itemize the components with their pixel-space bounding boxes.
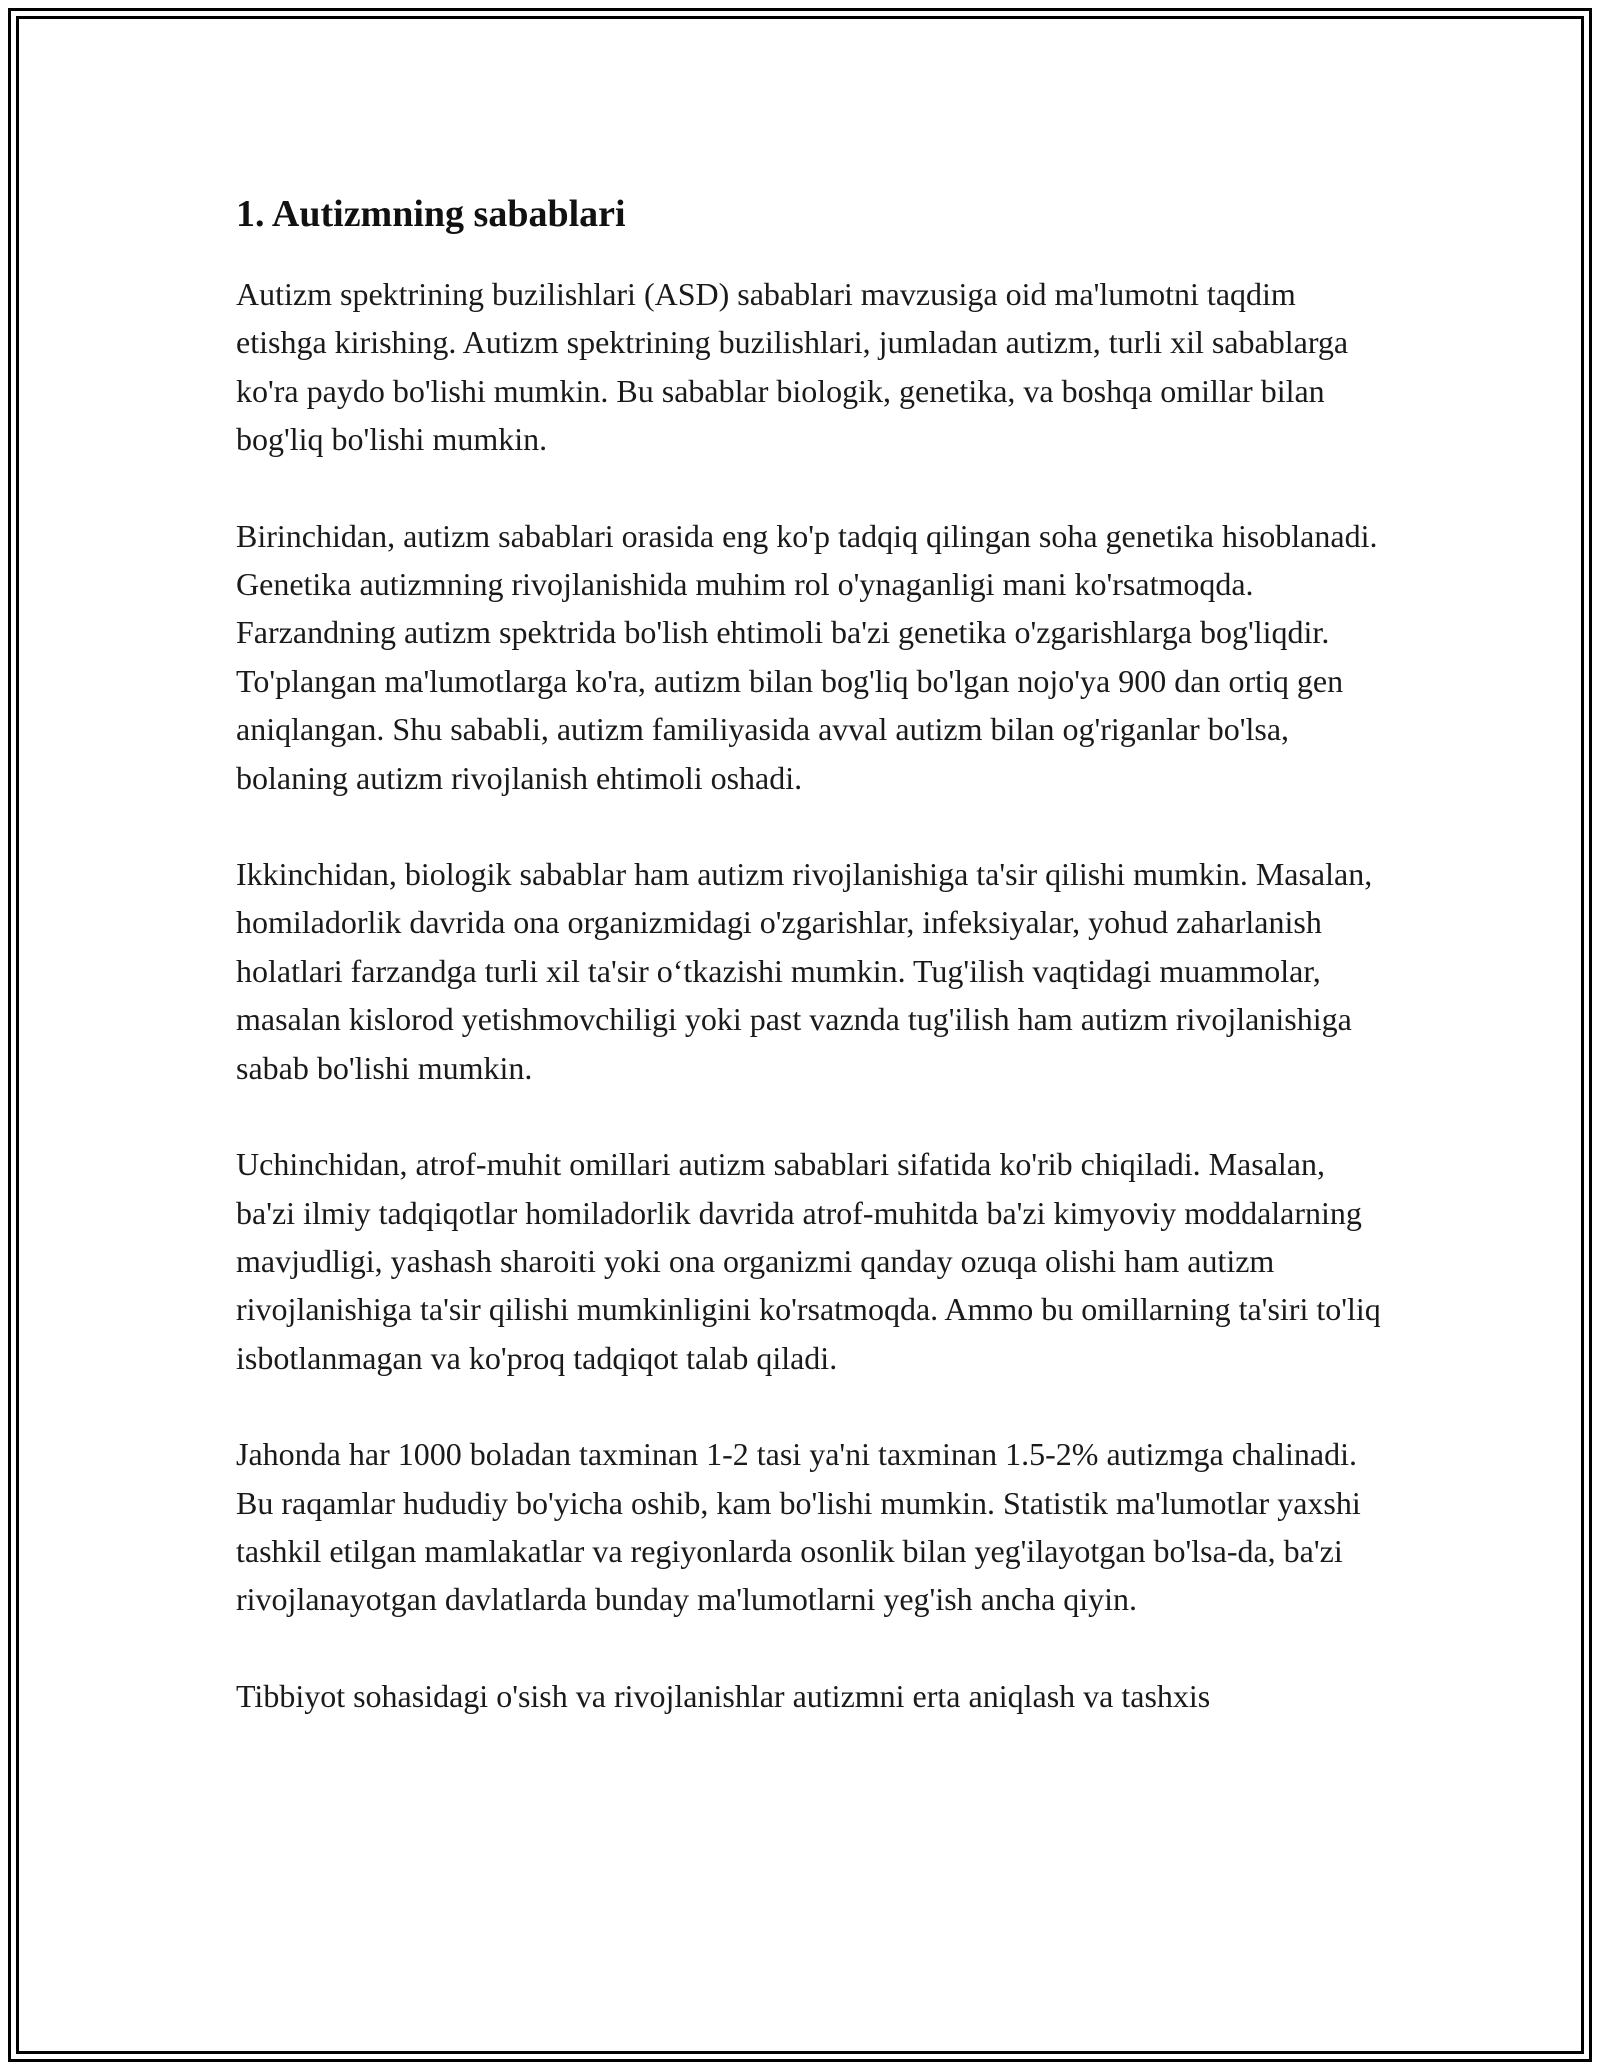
paragraph-4: Uchinchidan, atrof-muhit omillari autizm sabablari sifatida ko'rib chiqiladi. Masalan, ba'zi ilmiy tadqiqotlar homiladorlik davrida atrof-muhitda ba'zi kimyoviy moddalarning mavjudligi, yashash sharoiti yoki ona organizmi qanday ozuqa olishi ham autizm rivojlanishiga ta'sir qilishi mumkinligini ko'rsatmoqda. Ammo bu omillarning ta'siri to'liq isbotlanmagan va ko'proq tadqiqot talab qiladi.: [236, 1146, 1381, 1376]
section-heading: 1. Autizmning sabablari: [236, 193, 626, 235]
paragraph-2: Birinchidan, autizm sabablari orasida eng ko'p tadqiq qilingan soha genetika hisoblanadi. Genetika autizmning rivojlanishida muhim rol o'ynaganligi mani ko'rsatmoqda. Farzandning autizm spektrida bo'lish ehtimoli ba'zi genetika o'zgarishlarga bog'liqdir. To'plangan ma'lumotlarga ko'ra, autizm bilan bog'liq bo'lgan nojo'ya 900 dan ortiq gen aniqlangan. Shu sababli, autizm familiyasida avval autizm bilan og'riganlar bo'lsa, bolaning autizm rivojlanish ehtimoli oshadi.: [236, 517, 1378, 796]
paragraph-6: Tibbiyot sohasidagi o'sish va rivojlanishlar autizmni erta aniqlash va tashxis: [236, 1677, 1211, 1714]
document-page: [236, 186, 1386, 1768]
paragraph-5: Jahonda har 1000 boladan taxminan 1-2 tasi ya'ni taxminan 1.5-2% autizmga chalinadi. Bu raqamlar hududiy bo'yicha oshib, kam bo'lishi mumkin. Statistik ma'lumotlar yaxshi tashkil etilgan mamlakatlar va regiyonlarda osonlik bilan yeg'ilayotgan bo'lsa-da, ba'zi rivojlanayotgan davlatlarda bunday ma'lumotlarni yeg'ish ancha qiyin.: [236, 1436, 1361, 1618]
paragraph-1: Autizm spektrining buzilishlari (ASD) sabablari mavzusiga oid ma'lumotni taqdim etishga kirishing. Autizm spektrining buzilishlari, jumladan autizm, turli xil sabablarga ko'ra paydo bo'lishi mumkin. Bu sabablar biologik, genetika, va boshqa omillar bilan bog'liq bo'lishi mumkin.: [236, 276, 1349, 458]
paragraph-3: Ikkinchidan, biologik sabablar ham autizm rivojlanishiga ta'sir qilishi mumkin. Masalan, homiladorlik davrida ona organizmidagi o'zgarishlar, infeksiyalar, yohud zaharlanish holatlari farzandga turli xil ta'sir o‘tkazishi mumkin. Tug'ilish vaqtidagi muammolar, masalan kislorod yetishmovchiligi yoki past vaznda tug'ilish ham autizm rivojlanishiga sabab bo'lishi mumkin.: [236, 856, 1373, 1086]
